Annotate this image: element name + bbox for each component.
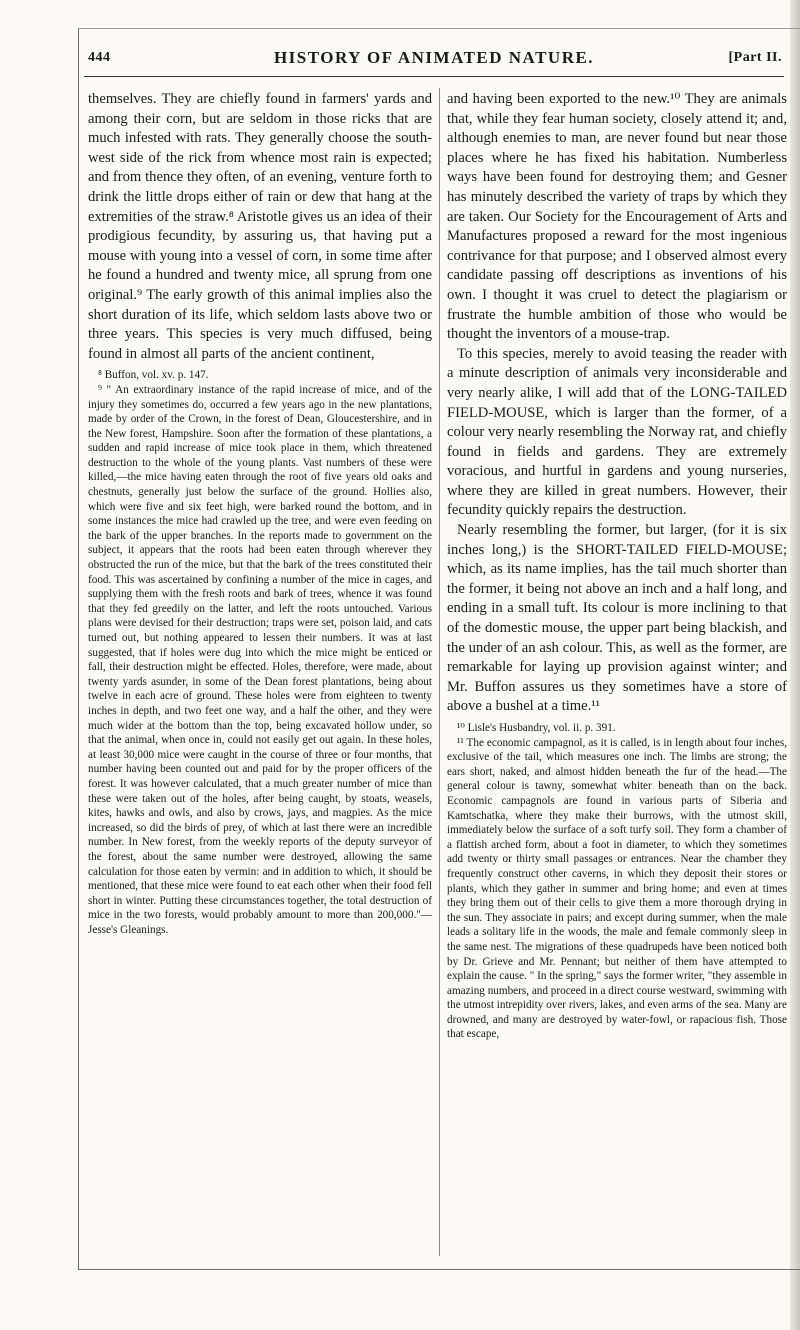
running-header [84, 44, 784, 77]
footnote-10: ¹⁰ Lisle's Husbandry, vol. ii. p. 391. [457, 722, 616, 734]
footnote-9: ⁹ " An extraordinary instance of the rapid increase of mice, and of the injury they sometimes do, occurred a few years ago in the new plantations, made by order of the Crown, in the forest of Dean, Gloucestershire, and in the New forest, Hampshire. Soon after the formation of these plantations, a sudden and rapid increase of mice took place in them, which threatened destruction to the whole of the young plants. Vast numbers of these were killed,—the mice having eaten through the root of five years old oaks and chestnuts, generally just below the surface of the ground. Hollies also, which were five and six feet high, were barked round the bottom, and in some instances the mice had crawled up the tree, and were even feeding on the bark of the upper branches. In the reports made to government on the subject, it appears that the roots had been eaten through wherever they obstructed the run of the mice, but that the bark of the trees constituted their food. This was ascertained by confining a number of the mice in cages, and supplying them with the fresh roots and bark of trees, whence it was found that they fed greedily on the latter, and left the roots untouched. Various plans were devised for their destruction; traps were set, poison laid, and cats turned out, but nothing appeared to lessen their numbers. It was at last suggested, that if holes were dug into which the mice might be enticed or fall, their destruction might be effected. Holes, therefore, were made, about twenty yards asunder, in some of the Dean forest plantations, being about twelve in each acre of ground. These holes were from eighteen to twenty inches in depth, and two feet one way, and a half the other, and they were much wider at the bottom than the top, being excavated hollow under, so that the animal, when once in, could not easily get out again. In these holes, at least 30,000 mice were caught in the course of three or four months, that number having been counted out and paid for by the proper officers of the forest. It was however calculated, that a much greater number of mice than these were taken out of the holes, after being caught, by stoats, weasels, kites, hawks and owls, and also by crows, jays, and magpies. As the mice increased, so did the birds of prey, of which at last there were an incredible number. In New forest, from the weekly reports of the deputy surveyor of the forest, about the same number were destroyed, allowing the same calculation for those eaten by vermin: and in addition to which, it should be mentioned, that these mice were found to eat each other when their food fell short in winter. Putting these circumstances together, the total destruction of mice in the two forests, would probably amount to more than 200,000."—Jesse's Gleanings. [88, 383, 432, 936]
left-column [88, 90, 432, 1260]
part-label: [Part II. [728, 50, 782, 65]
column-divider [439, 88, 440, 1256]
body-paragraph: themselves. They are chiefly found in farmers' yards and among their corn, but are seldom in those ricks that are much infested with rats. They generally choose the south-west side of the rick from whence most rain is expected; and from thence they often, of an evening, venture forth to drink the little drops either of rain or dew that hang at the extremities of the straw.⁸ Aristotle gives us an idea of their prodigious fecundity, by assuring us, that having put a mouse with young into a vessel of corn, in some time after he found a hundred and twenty mice, all sprung from one original.⁹ The early growth of this animal implies also the short duration of its life, which seldom lasts above two or three years. This species is very much diffused, being found in almost all parts of the ancient continent, [88, 91, 432, 362]
right-column [447, 90, 787, 1260]
running-title: HISTORY OF ANIMATED NATURE. [273, 48, 595, 67]
body-paragraph: and having been exported to the new.¹⁰ They are animals that, while they fear human society, closely attend it; and, although enemies to man, are never found but near those places where he has fixed his habitation. Numberless ways have been found for destroying them; and Gesner has minutely described the variety of traps by which they are taken. Our Society for the Encouragement of Arts and Manufactures proposed a reward for the most ingenious contrivance for that purpose; and I observed almost every candidate passing off descriptions as inventions of his own. I thought it was cruel to detect the plagiarism or frustrate the humble ambition of those who would be thought the inventors of a mouse-trap. [447, 91, 787, 343]
page-number: 444 [88, 50, 111, 65]
body-paragraph: To this species, merely to avoid teasing the reader with a minute description of animals very inconsiderable and very nearly alike, I will add that of the LONG-TAILED FIELD-MOUSE, which is larger than the former, of a colour very nearly resembling the Norway rat, and chiefly found in fields and gardens. They are extremely voracious, and hurtful in gardens and young nurseries, where they are killed in great numbers. However, their fecundity quickly repairs the destruction. [447, 345, 787, 519]
body-paragraph: Nearly resembling the former, but larger, (for it is six inches long,) is the SHORT-TAILED FIELD-MOUSE; which, as its name implies, has the tail much shorter than the former, it being not above an inch and a half long, and ending in a small tuft. Its colour is more inclining to that of the domestic mouse, the upper part being blackish, and the under of an ash colour. This, as well as the former, are remarkable for laying up provision against winter; and Mr. Buffon assures us they sometimes have a store of above a bushel at a time.¹¹ [447, 522, 787, 715]
footnote-8: ⁸ Buffon, vol. xv. p. 147. [98, 369, 209, 382]
footnote-11: ¹¹ The economic campagnol, as it is called, is in length about four inches, exclusive of the tail, which measures one inch. The limbs are strong; the ears short, naked, and almost hidden beneath the fur of the head.—The general colour is tawny, somewhat whiter beneath than on the back. Economic campagnols are found in various parts of Siberia and Kamtschatka, where they make their burrows, with the utmost skill, immediately below the surface of a soft turfy soil. They form a chamber of a flattish arched form, about a foot in diameter, to which they sometimes add twenty or thirty small passages or entrances. Near the chamber they frequently construct other caverns, in which they deposit their stores or plants, which they gather in summer and bring home; and even at times they bring them out of their cells to give them a more thorough drying in the sun. They associate in pairs; and except during summer, when the male leads a solitary life in the woods, the male and female commonly sleep in the same nest. The migrations of these quadrupeds have been noticed both by Dr. Grieve and Mr. Pennant; but neither of them have attempted to explain the cause. " In the spring," says the former writer, "they assemble in amazing numbers, and proceed in a direct course westward, swimming with the utmost intrepidity over rivers, lakes, and even arms of the sea. Many are drowned, and many are destroyed by water-fowl, or rapacious fish. Those that escape, [447, 736, 787, 1041]
